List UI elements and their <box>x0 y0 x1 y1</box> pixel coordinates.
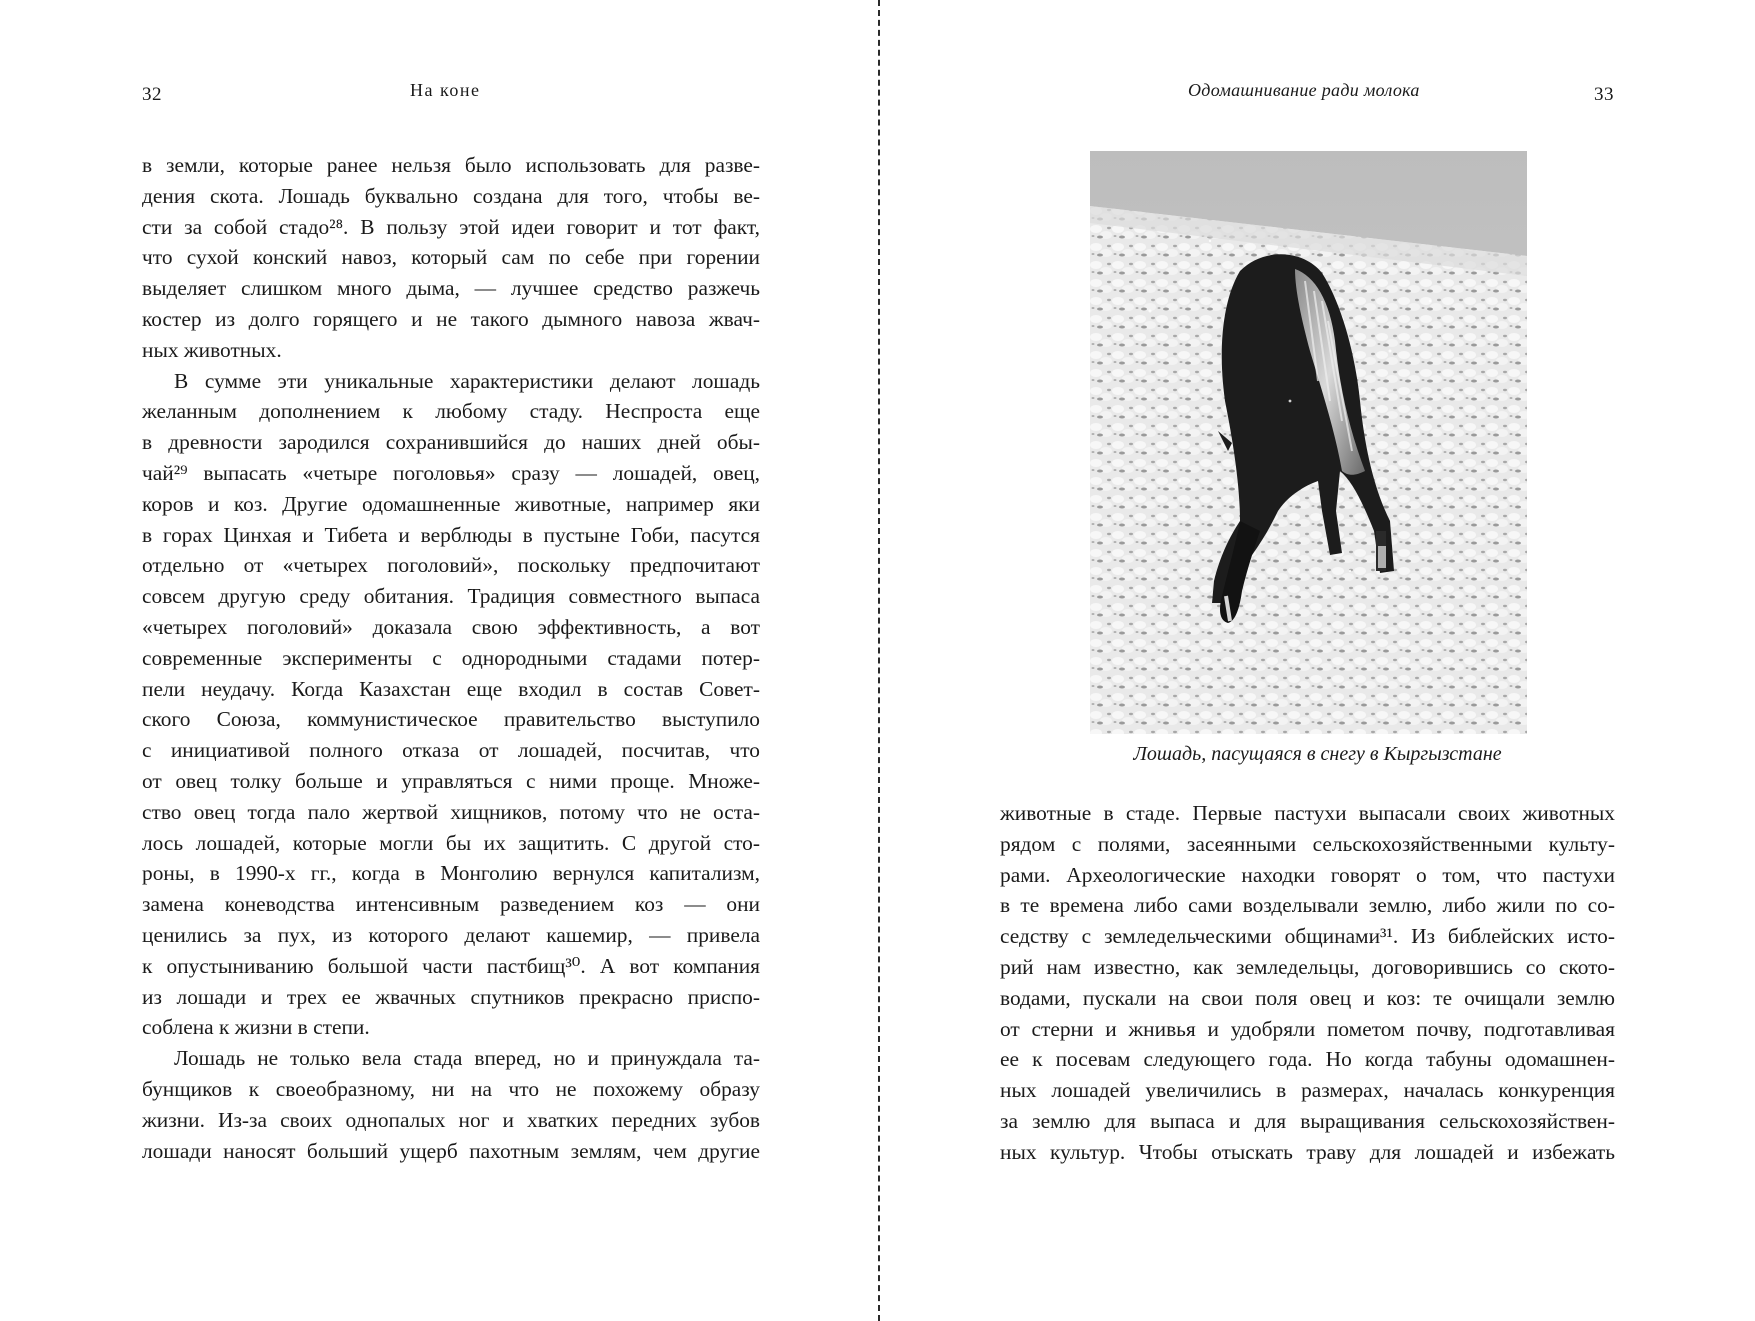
text-line: дения скота. Лошадь буквально создана для того, чтобы ве- <box>142 183 760 208</box>
text-line: из лошади и трех ее жвачных спутников прекрасно приспо- <box>142 984 760 1009</box>
text-line: ценились за пух, из которого делают кашемир, — привела <box>142 922 760 947</box>
body-text <box>142 150 760 1166</box>
text-line: в древности зародился сохранившийся до наших дней обы- <box>142 430 760 455</box>
text-line: замена коневодства интенсивным разведением коз — они <box>142 892 760 917</box>
text-line: ского Союза, коммунистическое правительство выступило <box>142 707 760 732</box>
text-line: от стерни и жнивья и удобряли пометом почву, подготавливая <box>1000 1016 1615 1041</box>
text-line: лось лошадей, которые могли бы их защитить. С другой сто- <box>142 830 760 855</box>
text-line: роны, в 1990-х гг., когда в Монголию вернулся капитализм, <box>142 861 760 886</box>
running-head: На коне <box>410 80 481 100</box>
right-page <box>880 0 1755 1321</box>
text-line: за землю для выпаса и для выращивания сельскохозяйствен- <box>1000 1108 1615 1133</box>
text-line: от овец толку больше и управляться с ними проще. Множе- <box>142 768 760 793</box>
text-line: ство овец тогда пало жертвой хищников, потому что не оста- <box>142 799 760 824</box>
text-line: бунщиков к своеобразному, ни на что не похожему образу <box>142 1076 760 1101</box>
text-line: ее к посевам следующего года. Но когда табуны одомашнен- <box>1000 1047 1615 1072</box>
text-line: пели неудачу. Когда Казахстан еще входил в состав Совет- <box>142 676 760 701</box>
text-line: что сухой конский навоз, который сам по себе при горении <box>142 245 760 270</box>
horse-in-snow-image <box>1090 151 1527 734</box>
text-line: «четырех поголовий» доказала свою эффективность, а вот <box>142 614 760 639</box>
text-line: желанным дополнением к любому стаду. Неспроста еще <box>142 399 760 424</box>
horse-photo <box>1090 151 1527 734</box>
text-line: в земли, которые ранее нельзя было использовать для разве- <box>142 153 760 177</box>
text-line: сти за собой стадо²⁸. В пользу этой идеи говорит и тот факт, <box>142 214 760 239</box>
text-line: в те времена либо сами возделывали землю, либо жили по со- <box>1000 893 1615 918</box>
body-text <box>1000 798 1615 1168</box>
text-line: отдельно от «четырех поголовий», поскольку предпочитают <box>142 553 760 578</box>
text-line: к опустыниванию большой части пастбищ³⁰. А вот компания <box>142 953 760 978</box>
text-line: седству с земледельческими общинами³¹. Из библейских исто- <box>1000 924 1615 949</box>
text-line: в горах Цинхая и Тибета и верблюды в пустыне Гоби, пасутся <box>142 522 760 547</box>
text-line: соблена к жизни в степи. <box>142 1015 370 1040</box>
text-line: Лошадь не только вела стада вперед, но и принуждала та- <box>174 1046 760 1071</box>
page-number: 32 <box>142 84 162 105</box>
text-line: рами. Археологические находки говорят о том, что пастухи <box>1000 862 1615 887</box>
running-head: Одомашнивание ради молока <box>1188 80 1420 100</box>
text-line: чай²⁹ выпасать «четыре поголовья» сразу — лошадей, овец, <box>142 460 760 485</box>
text-line: рий нам известно, как земледельцы, договорившись со ското- <box>1000 954 1615 979</box>
text-line: жизни. Из-за своих однопалых ног и хватких передних зубов <box>142 1107 760 1132</box>
text-line: с инициативой полного отказа от лошадей, посчитав, что <box>142 738 760 763</box>
text-line: лошади наносят больший ущерб пахотным землям, чем другие <box>142 1138 760 1163</box>
text-line: выделяет слишком много дыма, — лучшее средство разжечь <box>142 276 760 301</box>
text-line: костер из долго горящего и не такого дымного навоза жвач- <box>142 306 760 331</box>
left-page <box>0 0 877 1321</box>
text-line: современные эксперименты с однородными стадами потер- <box>142 645 760 670</box>
text-line: водами, пускали на свои поля овец и коз: те очищали землю <box>1000 985 1615 1010</box>
text-line: совсем другую среду обитания. Традиция совместного выпаса <box>142 584 760 609</box>
text-line: коров и коз. Другие одомашненные животные, например яки <box>142 491 760 516</box>
text-line: рядом с полями, засеянными сельскохозяйственными культу- <box>1000 831 1615 856</box>
text-line: животные в стаде. Первые пастухи выпасали своих животных <box>1000 801 1615 825</box>
figure-caption: Лошадь, пасущаяся в снегу в Кыргызстане <box>1133 743 1502 765</box>
page-number: 33 <box>1594 84 1614 105</box>
text-line: ных культур. Чтобы отыскать траву для лошадей и избежать <box>1000 1139 1615 1164</box>
text-line: В сумме эти уникальные характеристики делают лошадь <box>174 368 760 393</box>
text-line: ных животных. <box>142 337 282 362</box>
text-line: ных лошадей увеличились в размерах, началась конкуренция <box>1000 1078 1615 1103</box>
